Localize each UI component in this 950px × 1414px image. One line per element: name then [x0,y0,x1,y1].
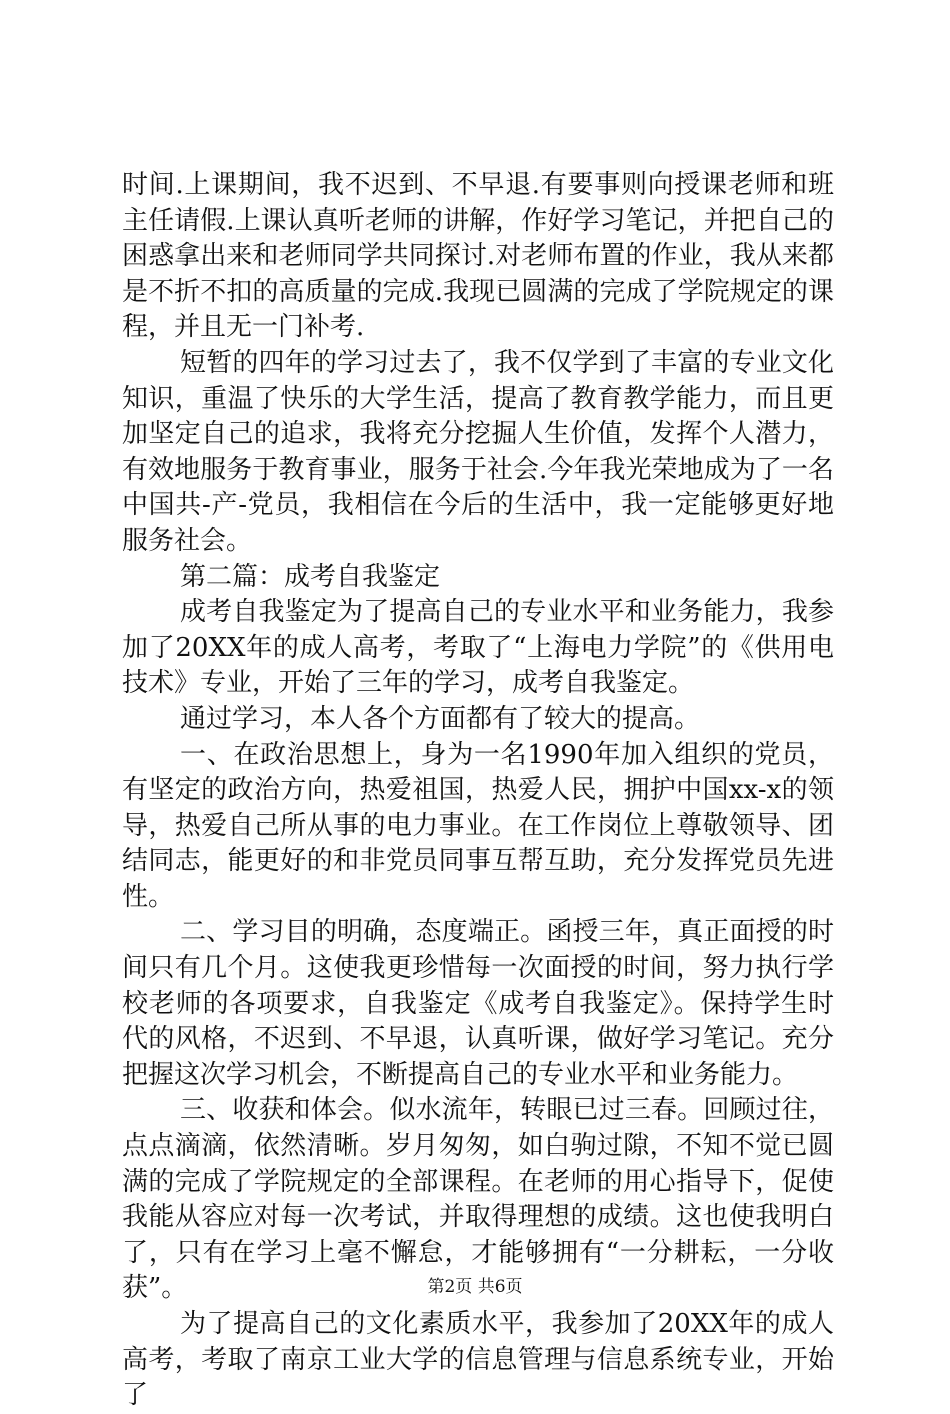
paragraph-5: 一、在政治思想上，身为一名1990年加入组织的党员，有坚定的政治方向，热爱祖国，热爱人民，拥护中国xx-x的领导，热爱自己所从事的电力事业。在工作岗位上尊敬领导、团结同志，能更好的和非党员同事互帮互助，充分发挥党员先进性。 [122,739,834,912]
page-number: 第2页 共6页 [427,1277,523,1297]
paragraph-6: 二、学习目的明确，态度端正。函授三年，真正面授的时间只有几个月。这使我更珍惜每一次面授的时间，努力执行学校老师的各项要求，自我鉴定《成考自我鉴定》。保持学生时代的风格，不迟到、不早退，认真听课，做好学习笔记。充分把握这次学习机会，不断提高自己的专业水平和业务能力。 [122,917,834,1090]
paragraph-8: 为了提高自己的文化素质水平，我参加了20XX年的成人高考，考取了南京工业大学的信息管理与信息系统专业，开始了 [122,1309,834,1411]
paragraph-3: 成考自我鉴定为了提高自己的专业水平和业务能力，我参加了20XX年的成人高考，考取了“上海电力学院”的《供用电技术》专业，开始了三年的学习，成考自我鉴定。 [122,597,834,699]
document-body [122,168,834,1414]
page-footer [0,1272,950,1297]
paragraph-1: 时间.上课期间，我不迟到、不早退.有要事则向授课老师和班主任请假.上课认真听老师的讲解，作好学习笔记，并把自己的困惑拿出来和老师同学共同探讨.对老师布置的作业，我从来都是不折不扣的高质量的完成.我现已圆满的完成了学院规定的课程，并且无一门补考. [122,170,834,343]
paragraph-7: 三、收获和体会。似水流年，转眼已过三春。回顾过往，点点滴滴，依然清晰。岁月匆匆，如白驹过隙，不知不觉已圆满的完成了学院规定的全部课程。在老师的用心指导下，促使我能从容应对每一次考试，并取得理想的成绩。这也使我明白了，只有在学习上毫不懈怠，才能够拥有“一分耕耘，一分收获”。 [122,1095,834,1304]
paragraph-4: 通过学习，本人各个方面都有了较大的提高。 [180,703,701,734]
section-heading: 第二篇：成考自我鉴定 [180,561,441,592]
paragraph-2: 短暂的四年的学习过去了，我不仅学到了丰富的专业文化知识，重温了快乐的大学生活，提高了教育教学能力，而且更加坚定自己的追求，我将充分挖掘人生价值，发挥个人潜力，有效地服务于教育事业，服务于社会.今年我光荣地成为了一名中国共-产-党员，我相信在今后的生活中，我一定能够更好地服务社会。 [122,347,834,556]
